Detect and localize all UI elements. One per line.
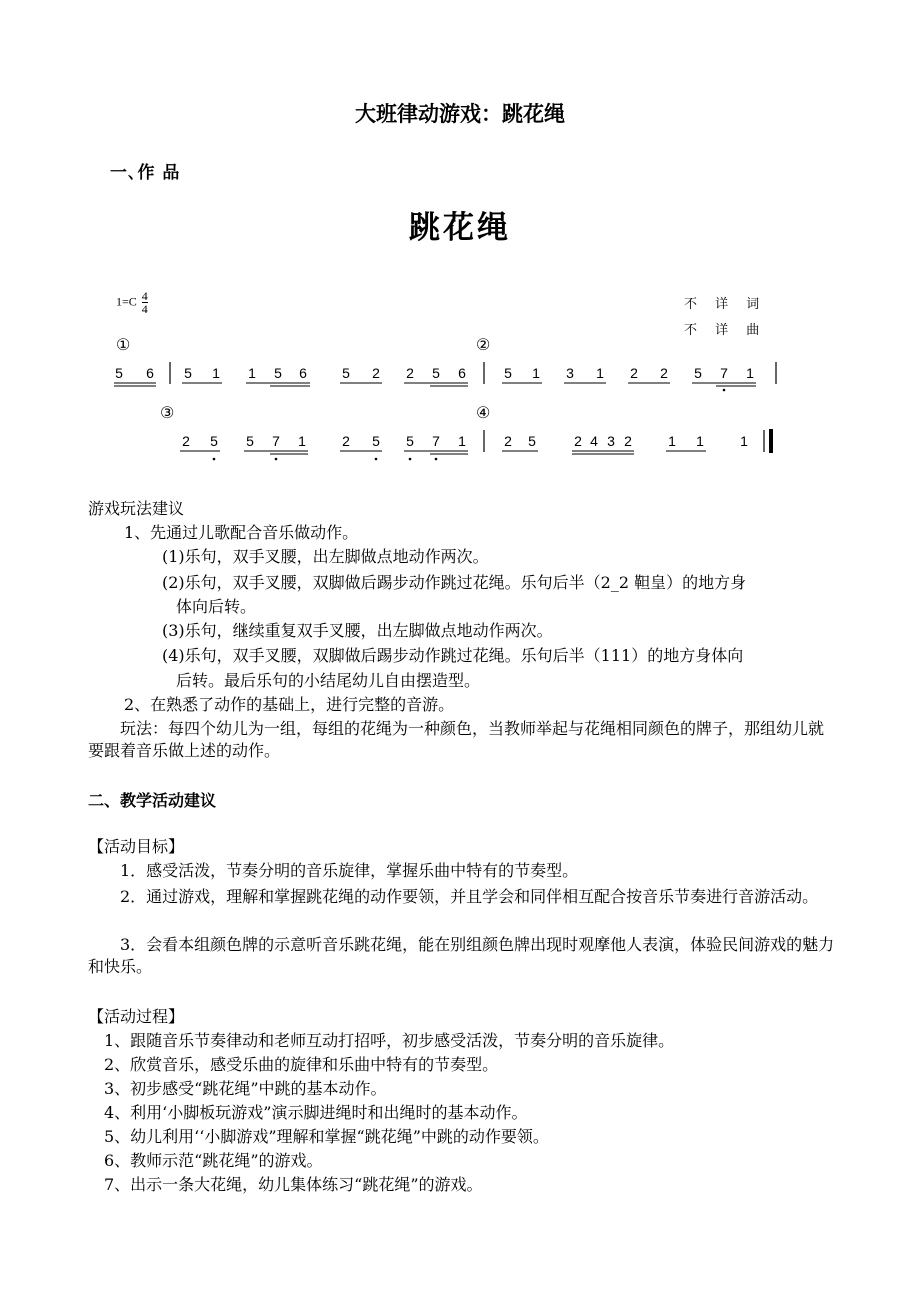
section-heading-works: 一､作 品 xyxy=(110,163,181,183)
bar-lines-row-1 xyxy=(170,362,776,384)
note: 5 xyxy=(372,433,380,449)
game-step: 体向后转。 xyxy=(176,597,257,616)
score-title: 跳花绳 xyxy=(409,210,511,246)
game-step: 1、先通过儿歌配合音乐做动作。 xyxy=(124,523,359,542)
time-signature xyxy=(142,290,148,315)
note: 1 xyxy=(532,365,540,381)
section-heading-teaching: 二、教学活动建议 xyxy=(88,791,217,810)
note: 4 xyxy=(590,433,598,449)
goal-item: 2．通过游戏，理解和掌握跳花绳的动作要领，并且学会和同伴相互配合按音乐节奏进行音游活动。 xyxy=(120,887,819,906)
phrase-mark-4: ④ xyxy=(476,405,491,422)
game-step: (3)乐句，继续重复双手叉腰，出左脚做点地动作两次。 xyxy=(162,621,553,640)
note: 2 xyxy=(504,433,512,449)
note: 3 xyxy=(566,365,574,381)
note: 1 xyxy=(746,365,754,381)
final-bar-line xyxy=(769,429,773,453)
goals-heading: 【活动目标】 xyxy=(88,837,185,856)
note: 1 xyxy=(696,433,704,449)
note: 1 xyxy=(298,433,306,449)
key-signature xyxy=(116,290,148,315)
note: 1 xyxy=(596,365,604,381)
note: 1 xyxy=(668,433,676,449)
note: 5 xyxy=(528,433,536,449)
phrase-mark-3: ③ xyxy=(160,405,175,422)
note: 1 xyxy=(458,433,466,449)
time-bottom: 4 xyxy=(141,302,148,316)
note: 1 xyxy=(212,365,220,381)
note: 6 xyxy=(146,365,154,381)
phrase-mark-2: ② xyxy=(476,337,491,354)
beam-lines-row-1 xyxy=(114,383,756,386)
note: 5 xyxy=(246,433,254,449)
note: 5 xyxy=(184,365,192,381)
note: 2 xyxy=(372,365,380,381)
note: 2 xyxy=(624,433,632,449)
key-label: 1=C xyxy=(116,294,137,309)
process-step: 3、初步感受“跳花绳”中跳的基本动作。 xyxy=(104,1079,387,1098)
note: 6 xyxy=(299,365,307,381)
note: 7 xyxy=(272,433,280,449)
game-step: (1)乐句，双手叉腰，出左脚做点地动作两次。 xyxy=(162,547,489,566)
process-step: 6、教师示范“跳花绳”的游戏。 xyxy=(104,1151,323,1170)
note: 2 xyxy=(574,433,582,449)
phrase-mark-1: ① xyxy=(116,337,131,354)
note: 2 xyxy=(630,365,638,381)
process-step: 5、幼儿利用‘‘小脚游戏”理解和掌握“跳花绳”中跳的动作要领。 xyxy=(104,1127,549,1146)
game-step: 后转。最后乐句的小结尾幼儿自由摆造型。 xyxy=(176,671,481,690)
process-step: 2、欣赏音乐，感受乐曲的旋律和乐曲中特有的节奏型。 xyxy=(104,1055,499,1074)
jianpu-score xyxy=(100,328,820,478)
game-heading: 游戏玩法建议 xyxy=(88,499,185,518)
beam-lines-row-2 xyxy=(180,451,706,454)
note: 2 xyxy=(182,433,190,449)
note: 7 xyxy=(720,365,728,381)
note: 7 xyxy=(432,433,440,449)
lyricist-credit: 不 详 词 xyxy=(684,297,767,312)
note: 2 xyxy=(660,365,668,381)
note: 2 xyxy=(406,365,414,381)
time-top: 4 xyxy=(141,289,148,303)
note: 1 xyxy=(248,365,256,381)
game-step: 2、在熟悉了动作的基础上，进行完整的音游。 xyxy=(124,695,455,714)
goal-item: 3．会看本组颜色牌的示意听音乐跳花绳，能在别组颜色牌出现时观摩他人表演，体验民间游戏的魅力和快乐。 xyxy=(88,935,835,976)
note: 6 xyxy=(458,365,466,381)
note: 5 xyxy=(694,365,702,381)
note: 5 xyxy=(274,365,282,381)
game-play-rules: 玩法：每四个幼儿为一组，每组的花绳为一种颜色，当教师举起与花绳相同颜色的牌子，那组幼儿就要跟着音乐做上述的动作。 xyxy=(88,719,825,760)
note: 5 xyxy=(406,433,414,449)
note: 5 xyxy=(432,365,440,381)
game-step: (4)乐句，双手叉腰，双脚做后踢步动作跳过花绳。乐句后半（111）的地方身体向 xyxy=(162,646,744,665)
note: 3 xyxy=(607,433,615,449)
composer-credit: 不 详 曲 xyxy=(684,323,767,338)
note: 1 xyxy=(740,433,748,449)
document-title: 大班律动游戏：跳花绳 xyxy=(355,102,565,126)
octave-dots-row-2 xyxy=(213,458,438,461)
process-heading: 【活动过程】 xyxy=(88,1007,185,1026)
note: 5 xyxy=(504,365,512,381)
game-step: (2)乐句，双手叉腰，双脚做后踢步动作跳过花绳。乐句后半（2_2 靼皇）的地方身 xyxy=(162,573,747,592)
note: 5 xyxy=(115,365,123,381)
note: 5 xyxy=(210,433,218,449)
process-step: 1、跟随音乐节奏律动和老师互动打招呼，初步感受活泼，节奏分明的音乐旋律。 xyxy=(104,1031,675,1050)
process-step: 7、出示一条大花绳，幼儿集体练习“跳花绳”的游戏。 xyxy=(104,1175,483,1194)
process-step: 4、利用‘小脚板玩游戏”演示脚进绳时和出绳时的基本动作。 xyxy=(104,1103,528,1122)
goal-item: 1．感受活泼，节奏分明的音乐旋律，掌握乐曲中特有的节奏型。 xyxy=(120,861,579,880)
note: 5 xyxy=(342,365,350,381)
note: 2 xyxy=(342,433,350,449)
octave-dots-row-1 xyxy=(723,389,726,392)
